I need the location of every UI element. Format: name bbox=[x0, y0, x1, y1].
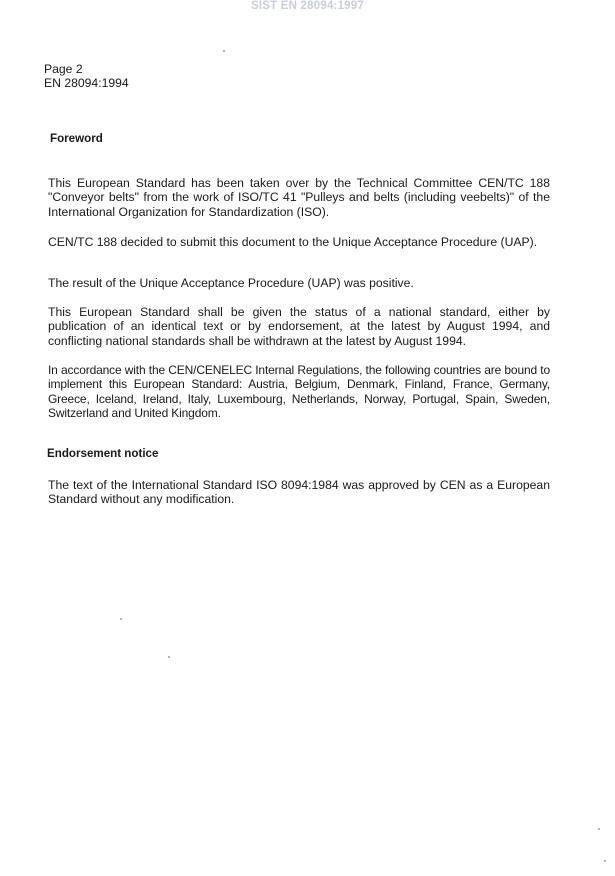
foreword-heading: Foreword bbox=[50, 132, 103, 145]
page-header bbox=[44, 62, 129, 90]
scan-speck bbox=[598, 828, 600, 830]
foreword-paragraph-5: In accordance with the CEN/CENELEC Internal Regulations, the following countries are bound to implement this European Standard: Austria, Belgium, Denmark, Finland, France, Germany, Greece, Iceland, Ireland, Italy, Luxembourg, Netherlands, Norway, Portugal, Spain, Sweden, Switzerland and United Kingdom. bbox=[48, 363, 550, 420]
page-number: Page 2 bbox=[44, 62, 83, 76]
scan-speck bbox=[120, 618, 122, 620]
endorsement-heading: Endorsement notice bbox=[47, 447, 159, 460]
scan-speck bbox=[604, 860, 606, 862]
foreword-paragraph-2: CEN/TC 188 decided to submit this document to the Unique Acceptance Procedure (UAP). bbox=[48, 235, 538, 249]
endorsement-paragraph: The text of the International Standard ISO 8094:1984 was approved by CEN as a European Standard without any modification. bbox=[48, 478, 550, 507]
foreword-paragraph-4: This European Standard shall be given the status of a national standard, either by publication of an identical text or by endorsement, at the latest by August 1994, and conflicting national standards shall be withdrawn at the latest by August 1994. bbox=[48, 305, 550, 348]
document-identifier: EN 28094:1994 bbox=[44, 76, 129, 90]
foreword-paragraph-1: This European Standard has been taken over by the Technical Committee CEN/TC 188 "Conveyor belts" from the work of ISO/TC 41 "Pulleys and belts (including veebelts)" of the International Organization for Standardization (ISO). bbox=[48, 176, 550, 219]
scan-speck bbox=[223, 50, 225, 52]
scan-speck bbox=[168, 656, 170, 658]
document-watermark: SIST EN 28094:1997 bbox=[251, 0, 364, 12]
foreword-paragraph-3: The result of the Unique Acceptance Procedure (UAP) was positive. bbox=[48, 276, 414, 290]
